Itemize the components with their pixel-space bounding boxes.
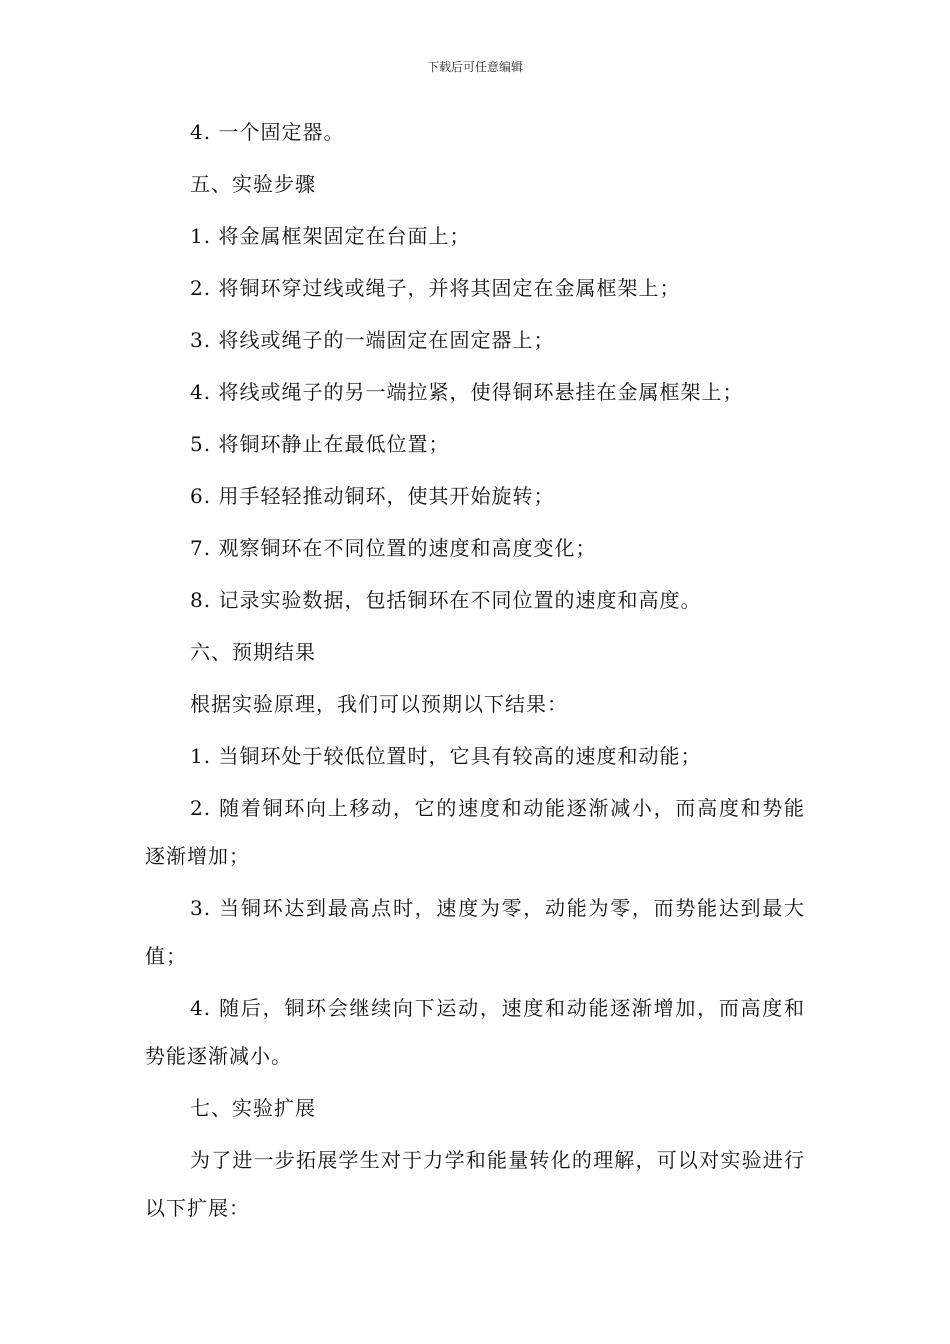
- document-body: [145, 108, 805, 1236]
- step-8: 8. 记录实验数据，包括铜环在不同位置的速度和高度。: [190, 588, 702, 612]
- step-5: 5. 将铜环静止在最低位置；: [190, 432, 450, 456]
- step-7: 7. 观察铜环在不同位置的速度和高度变化；: [190, 536, 597, 560]
- result-1: 1. 当铜环处于较低位置时，它具有较高的速度和动能；: [190, 744, 702, 768]
- extension-intro: 为了进一步拓展学生对于力学和能量转化的理解，可以对实验进行以下扩展：: [145, 1148, 805, 1220]
- step-2: 2. 将铜环穿过线或绳子，并将其固定在金属框架上；: [190, 276, 681, 300]
- step-3: 3. 将线或绳子的一端固定在固定器上；: [190, 328, 555, 352]
- step-1: 1. 将金属框架固定在台面上；: [190, 224, 471, 248]
- section-heading-steps: 五、实验步骤: [190, 172, 316, 196]
- list-item-fixer: 4. 一个固定器。: [190, 120, 345, 144]
- section-heading-extension: 七、实验扩展: [190, 1096, 316, 1120]
- result-3: 3. 当铜环达到最高点时，速度为零，动能为零，而势能达到最大值；: [145, 896, 805, 968]
- section-heading-expected-results: 六、预期结果: [190, 640, 316, 664]
- result-4: 4. 随后，铜环会继续向下运动，速度和动能逐渐增加，而高度和势能逐渐减小。: [145, 996, 805, 1068]
- step-6: 6. 用手轻轻推动铜环，使其开始旋转；: [190, 484, 555, 508]
- expected-results-intro: 根据实验原理，我们可以预期以下结果：: [190, 692, 568, 716]
- step-4: 4. 将线或绳子的另一端拉紧，使得铜环悬挂在金属框架上；: [190, 380, 744, 404]
- page-header-note: 下载后可任意编辑: [426, 60, 523, 74]
- result-2: 2. 随着铜环向上移动，它的速度和动能逐渐减小，而高度和势能逐渐增加；: [145, 796, 805, 868]
